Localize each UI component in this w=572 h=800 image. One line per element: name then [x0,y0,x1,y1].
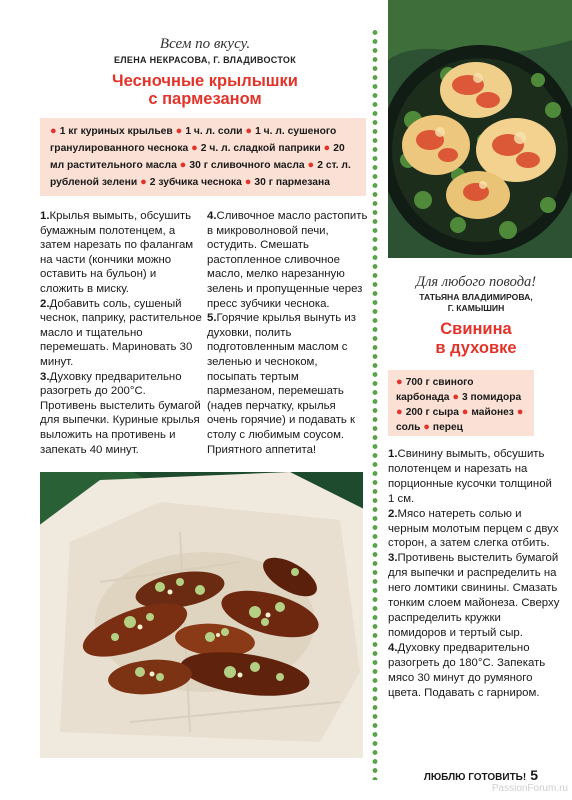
ingredient-item: 200 г сыра [405,407,459,418]
step-text: Крылья вымыть, обсушить бумажным полотенцем, а затем нарезать по фалангам на части (кончики можно оставить на бульон) и сложить в миску. [40,210,194,295]
recipe-author [385,292,567,314]
baked-pork-illustration [388,0,572,258]
bullet-icon: ● [423,421,433,433]
step-item [207,311,369,457]
bullet-icon: ● [396,406,406,418]
step-text: Горячие крылья вынуть из духовки, полить подготовленным маслом с зеленью и чесноком, посыпать тертым пармезаном, перемешать (надев перчатку, крылья очень горячие) и подавать к столу с любимым соусом. Приятного аппетита! [207,312,356,456]
bullet-icon: ● [191,142,201,154]
bullet-icon: ● [245,125,256,137]
ingredient-item: 700 г свиного карбонада [396,377,474,403]
ingredient-item: 1 кг куриных крыльев [59,126,173,137]
recipe-title-line: Чесночные крылышки [112,72,298,90]
recipe-author: ЕЛЕНА НЕКРАСОВА, Г. ВЛАДИВОСТОК [113,55,297,65]
baked-pork-photo [388,0,572,258]
step-number: 5. [207,312,217,325]
ingredient-item: 1 ч. л. соли [185,126,243,137]
step-number: 4. [207,210,217,222]
step-text: Добавить соль, сушеный чеснок, паприку, растительное масло и тщательно перемешать. Мариновать 30 минут. [40,297,202,368]
ingredient-item: 2 зубчика чеснока [149,177,242,188]
step-text: Противень выстелить бумагой для выпечки и распределить на него ломтики свинины. Смазать тонким слоем майонеза. Сверху распределить кружки помидоров и тертый сыр. [388,552,560,639]
steps-column-2 [207,209,369,457]
bullet-icon: ● [175,125,186,137]
ingredient-item: 30 г сливочного масла [189,160,305,171]
step-number: 3. [40,370,50,383]
step-text: Сливочное масло растопить в микроволновой печи, остудить. Смешать растопленное сливочное масло, мелко нарезанную зелень и пропущенные через пресс зубчики чеснока. [207,210,368,310]
ingredient-item: 2 ч. л. сладкой паприки [200,143,321,154]
step-item [388,641,560,701]
recipe-tagline: Всем по вкусу. [159,36,251,52]
bullet-icon: ● [244,176,255,188]
author-line: Г. КАМЫШИН [447,303,505,313]
bullet-icon: ● [140,176,150,188]
step-item [40,297,202,370]
ingredient-item: 20 мл растительного масла [50,143,345,171]
step-number: 3. [388,552,398,565]
ingredient-item: перец [432,422,463,433]
step-text: Духовку предварительно разогреть до 200°С. Противень выстелить бумагой для выпечки. Куриные крылья выложить на противень и запекать 40 минут. [40,370,201,456]
step-number: 1. [40,210,50,222]
chicken-wings-photo [40,472,363,758]
dotted-divider [367,28,383,780]
recipe-title-line: с пармезаном [148,90,262,108]
bullet-icon: ● [516,406,524,418]
ingredient-item: 30 г пармезана [254,177,330,188]
bullet-icon: ● [50,125,60,137]
ingredient-item: 1 ч. л. сушеного гранулированного чеснока [50,126,337,154]
ingredients-box [40,118,366,196]
step-item [207,209,369,311]
ingredient-item: майонез [471,407,514,418]
magazine-name: ЛЮБЛЮ ГОТОВИТЬ! [423,772,527,783]
step-text: Духовку предварительно разогреть до 180°С. Запекать мясо 30 минут до румяного цвета. Подавать с гарниром. [388,641,546,699]
step-item [388,447,560,507]
ingredient-item: 3 помидора [462,392,522,403]
step-text: Мясо натереть солью и черным молотым перцем с двух сторон, а затем слегка отбить. [388,507,559,550]
bullet-icon: ● [323,142,334,154]
steps-column [388,447,560,700]
ingredient-item: 2 ст. л. рубленой зелени [50,160,351,188]
author-line: ТАТЬЯНА ВЛАДИМИРОВА, [419,292,533,302]
page-footer [424,767,538,783]
steps-column-1 [40,209,202,457]
bullet-icon: ● [307,159,318,171]
recipe-title [385,320,567,358]
step-number: 1. [388,448,398,460]
chicken-wings-illustration [40,472,363,758]
step-number: 2. [388,507,398,520]
recipe-title-line: в духовке [435,339,517,357]
step-text: Свинину вымыть, обсушить полотенцем и нарезать на порционные кусочки толщиной 1 см. [388,448,552,505]
recipe-title-line: Свинина [440,320,512,338]
ingredient-item: соль [396,422,421,433]
page-number: 5 [530,767,538,783]
step-item [40,370,202,458]
ingredients-box [388,370,534,436]
step-item [388,551,560,640]
bullet-icon: ● [452,391,463,403]
step-item [388,507,560,552]
step-number: 2. [40,297,50,310]
step-item [40,209,202,297]
step-number: 4. [388,641,398,654]
recipe-title [40,72,370,108]
bullet-icon: ● [461,406,472,418]
recipe-tagline: Для любого повода! [415,274,537,290]
bullet-icon: ● [179,159,190,171]
watermark: PassionForum.ru [491,783,568,794]
bullet-icon: ● [396,376,406,388]
